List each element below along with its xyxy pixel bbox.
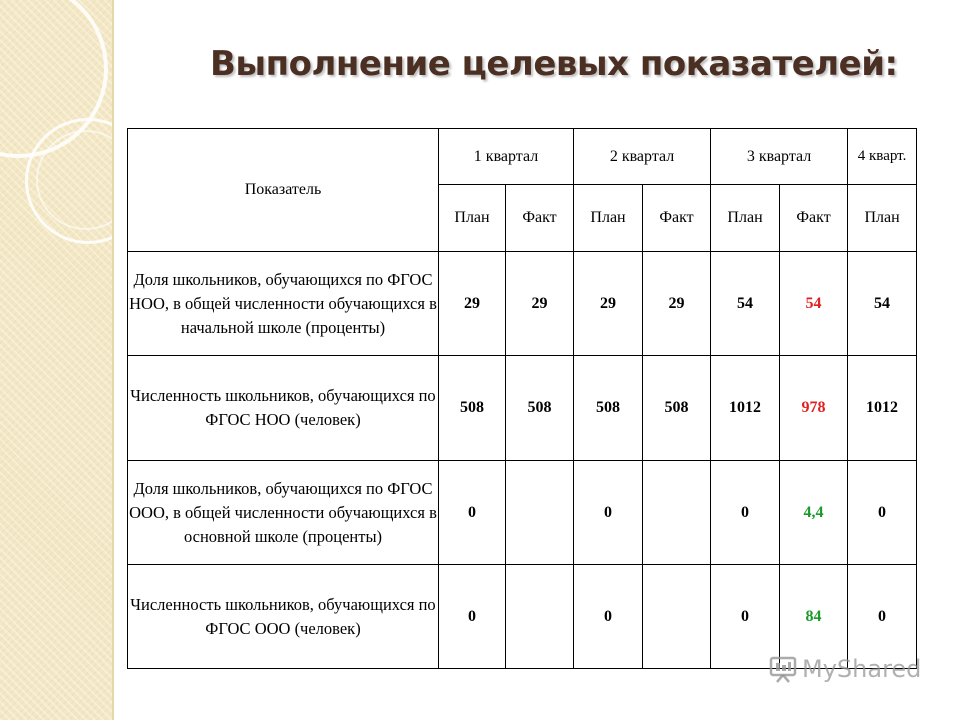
indicator-label: Доля школьников, обучающихся по ФГОС ООО, в общей численности обучающихся в основной школе (проценты): [128, 461, 439, 565]
fact-header: Факт: [643, 185, 711, 252]
value-cell: [643, 565, 711, 669]
value-cell: [643, 461, 711, 565]
value-cell: 1012: [848, 356, 917, 461]
value-cell: 84: [780, 565, 848, 669]
value-cell: 29: [643, 252, 711, 356]
quarter-header: 4 кварт.: [848, 129, 917, 185]
value-cell: 978: [780, 356, 848, 461]
value-cell: 54: [848, 252, 917, 356]
quarter-header: 1 квартал: [439, 129, 574, 185]
quarter-header: 2 квартал: [574, 129, 711, 185]
page-title: Выполнение целевых показателей:: [210, 44, 898, 84]
decorative-side-panel: [0, 0, 112, 720]
value-cell: 508: [574, 356, 643, 461]
value-cell: 54: [780, 252, 848, 356]
table-row: [128, 565, 917, 669]
quarter-header: 3 квартал: [711, 129, 848, 185]
value-cell: 29: [506, 252, 574, 356]
value-cell: 29: [439, 252, 506, 356]
value-cell: 508: [439, 356, 506, 461]
fact-header: Факт: [506, 185, 574, 252]
value-cell: 4,4: [780, 461, 848, 565]
plan-header: План: [574, 185, 643, 252]
plan-header: План: [439, 185, 506, 252]
value-cell: [506, 461, 574, 565]
value-cell: 508: [643, 356, 711, 461]
table-row: [128, 461, 917, 565]
value-cell: 0: [574, 461, 643, 565]
value-cell: 1012: [711, 356, 780, 461]
watermark: [768, 654, 921, 684]
indicator-label: Численность школьников, обучающихся по ФГОС НОО (человек): [128, 356, 439, 461]
side-panel-edge: [112, 0, 114, 720]
table-row: [128, 252, 917, 356]
value-cell: 0: [848, 565, 917, 669]
table-row: [128, 356, 917, 461]
value-cell: 0: [439, 565, 506, 669]
indicator-label: Доля школьников, обучающихся по ФГОС НОО, в общей численности обучающихся в начальной школе (проценты): [128, 252, 439, 356]
value-cell: 0: [711, 565, 780, 669]
value-cell: 54: [711, 252, 780, 356]
value-cell: 508: [506, 356, 574, 461]
value-cell: 0: [848, 461, 917, 565]
fact-header: Факт: [780, 185, 848, 252]
indicator-header: Показатель: [128, 129, 439, 252]
value-cell: 0: [711, 461, 780, 565]
watermark-text: MyShared: [802, 655, 922, 683]
value-cell: [506, 565, 574, 669]
plan-header: План: [711, 185, 780, 252]
value-cell: 29: [574, 252, 643, 356]
value-cell: 0: [574, 565, 643, 669]
plan-header: План: [848, 185, 917, 252]
value-cell: 0: [439, 461, 506, 565]
targets-table: [127, 128, 917, 669]
slideshow-icon: [768, 654, 798, 684]
indicator-label: Численность школьников, обучающихся по ФГОС ООО (человек): [128, 565, 439, 669]
